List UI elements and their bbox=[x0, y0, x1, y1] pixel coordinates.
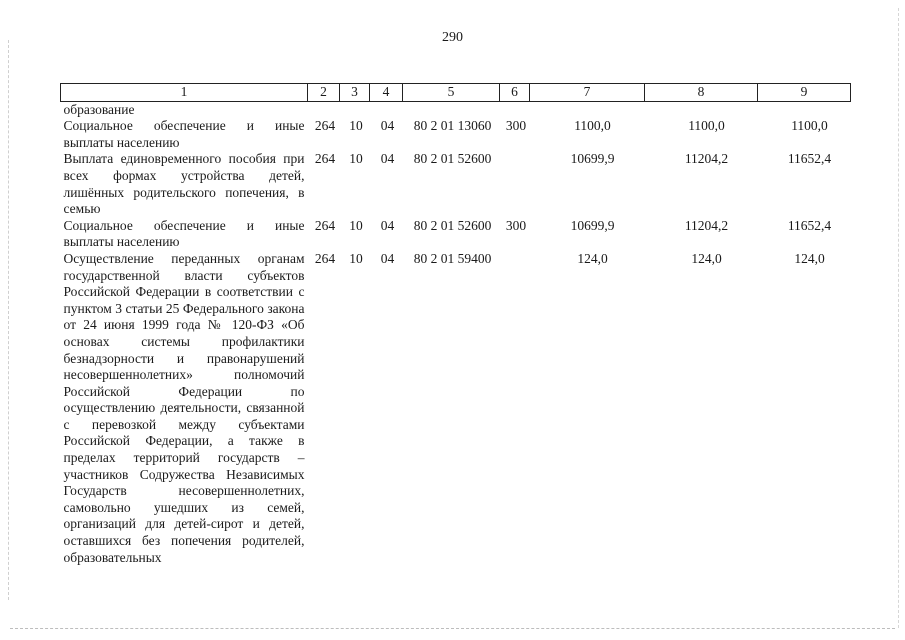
column-header: 7 bbox=[530, 84, 645, 102]
cell-code-6 bbox=[500, 251, 530, 566]
table-row bbox=[61, 101, 851, 118]
cell-amount-8: 11204,2 bbox=[684, 151, 729, 167]
cell-code-6: 300 bbox=[505, 217, 527, 233]
cell-amount-9: 11652,4 bbox=[787, 217, 832, 233]
cell-amount-7 bbox=[530, 101, 645, 118]
table-header-row bbox=[61, 84, 851, 102]
cell-code-5 bbox=[403, 101, 500, 118]
cell-code-5: 80 2 01 59400 bbox=[413, 250, 492, 266]
row-description: Социальное обеспечение и иные выплаты населению bbox=[63, 217, 305, 250]
table-row bbox=[61, 251, 851, 566]
column-header: 2 bbox=[308, 84, 340, 102]
row-description: Выплата единовременного пособия при всех формах устройства детей, лишённых родительского попечения, в семью bbox=[63, 151, 305, 217]
cell-code-6 bbox=[500, 101, 530, 118]
cell-code-4 bbox=[370, 101, 403, 118]
scan-edge-right bbox=[898, 8, 900, 628]
cell-amount-7: 10699,9 bbox=[570, 217, 615, 233]
cell-amount-8: 124,0 bbox=[691, 250, 722, 266]
cell-amount-8: 11204,2 bbox=[684, 217, 729, 233]
column-header: 4 bbox=[370, 84, 403, 102]
cell-code-5: 80 2 01 52600 bbox=[413, 217, 492, 233]
cell-code-5: 80 2 01 52600 bbox=[413, 151, 492, 167]
column-header: 3 bbox=[340, 84, 370, 102]
cell-code-3: 10 bbox=[349, 217, 363, 233]
cell-code-2 bbox=[308, 101, 340, 118]
cell-code-4: 04 bbox=[380, 217, 395, 233]
cell-code-3: 10 bbox=[349, 250, 363, 266]
cell-code-3: 10 bbox=[349, 151, 363, 167]
cell-amount-8: 1100,0 bbox=[688, 118, 725, 134]
cell-code-3: 10 bbox=[349, 118, 363, 134]
column-header: 8 bbox=[645, 84, 758, 102]
cell-code-4: 04 bbox=[380, 250, 395, 266]
scan-edge-bottom bbox=[10, 628, 895, 630]
cell-amount-8 bbox=[645, 101, 758, 118]
row-description: Социальное обеспечение и иные выплаты населению bbox=[63, 118, 305, 150]
cell-code-2: 264 bbox=[314, 151, 336, 167]
scan-edge-left bbox=[8, 40, 10, 600]
column-header: 9 bbox=[758, 84, 851, 102]
cell-code-6: 300 bbox=[505, 118, 527, 134]
budget-table bbox=[60, 83, 851, 566]
column-header: 6 bbox=[500, 84, 530, 102]
column-header: 5 bbox=[403, 84, 500, 102]
cell-amount-7: 1100,0 bbox=[574, 118, 611, 134]
cell-code-4: 04 bbox=[380, 151, 395, 167]
cell-amount-9: 124,0 bbox=[794, 250, 825, 266]
cell-code-2: 264 bbox=[314, 250, 336, 266]
cell-code-2: 264 bbox=[314, 118, 336, 134]
row-description: Осуществление переданных органам государственной власти субъектов Российской Федерации в соответствии с пунктом 3 статьи 25 Федерального закона от 24 июня 1999 года № 120-ФЗ «Об основах системы профилактики безнадзорности и правонарушений несовершеннолетних» полномочий Российской Федерации по осуществлению деятельности, связанной с перевозкой между субъектами Российской Федерации, а также в пределах территорий государств – участников Содружества Независимых Государств несовершеннолетних, самовольно ушедших из семей, организаций для детей-сирот и детей, оставшихся без попечения родителей, образовательных bbox=[63, 250, 305, 565]
cell-code-3 bbox=[340, 101, 370, 118]
cell-amount-7: 10699,9 bbox=[570, 151, 615, 167]
page-number: 290 bbox=[442, 30, 463, 45]
table-row bbox=[61, 151, 851, 217]
cell-code-4: 04 bbox=[380, 118, 395, 134]
table-row bbox=[61, 218, 851, 251]
cell-code-2: 264 bbox=[314, 217, 336, 233]
cell-code-6 bbox=[500, 151, 530, 217]
cell-amount-9 bbox=[758, 101, 851, 118]
cell-code-5: 80 2 01 13060 bbox=[413, 118, 492, 134]
cell-amount-7: 124,0 bbox=[577, 250, 608, 266]
column-header: 1 bbox=[61, 84, 308, 102]
cell-amount-9: 11652,4 bbox=[787, 151, 832, 167]
cell-amount-9: 1100,0 bbox=[791, 118, 828, 134]
table-row bbox=[61, 118, 851, 151]
row-description: образование bbox=[63, 101, 135, 117]
